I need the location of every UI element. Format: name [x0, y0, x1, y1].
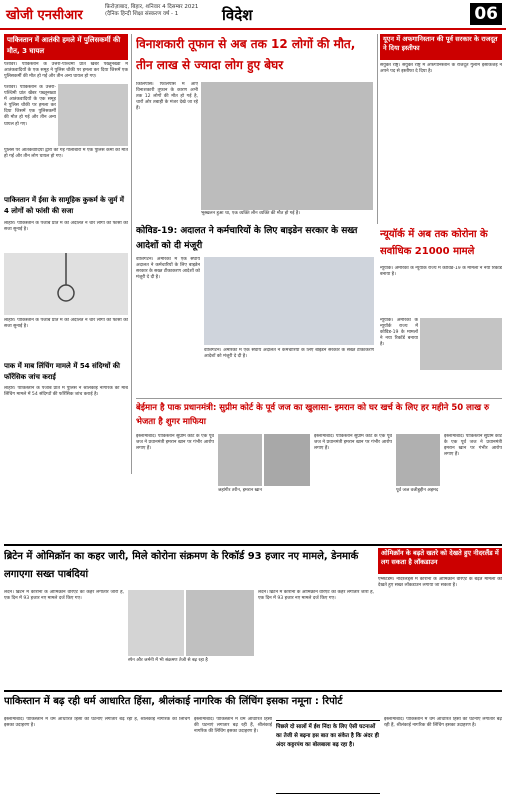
right1-body: संयुक्त राष्ट्र। संयुक्त राष्ट्र में अफगानिस्तान के राजदूत गुलाम इसाकजई ने अपने पद से इस्तीफा दे दिया है।: [380, 63, 502, 75]
column-divider-2: [377, 34, 378, 224]
left2-body: लाहौर। पाकिस्तान के पंजाब प्रांत में की अदालत ने चार लोगों को फांसी की सजा सुनाई है।: [4, 221, 128, 233]
police-photo: [58, 84, 128, 146]
main-body: किलिपींस। फिलिपींस में आए विनाशकारी तूफान के कारण अभी तक 12 लोगों की मौत हो गई है, चारों ओर तबाही के मंजर देखे जा रहे हैं।: [136, 82, 198, 112]
testing-photo: [128, 590, 184, 656]
row-divider-3: [4, 690, 502, 692]
covid-headline[interactable]: कोविड-19: अदालत ने कर्मचारियों के लिए बाइडेन सरकार के सख्त आदेशों को दी मंजूरी: [136, 226, 358, 251]
right1-headline[interactable]: यूएन में अफगानिस्तान की पूर्व सरकार के राजदूत ने दिया इस्तीफा: [380, 34, 502, 60]
masthead: [0, 0, 506, 30]
edition-text: (दैनिक हिन्दी शिक्षा संस्करण वर्ष - 1: [105, 11, 179, 17]
covid-body: वाशिंगटन। अमेरिका में एक संघीय अदालत ने कर्मचारियों के लिए बाइडेन सरकार के सख्त टीकाकरण आदेशों को मंजूरी दे दी है।: [136, 257, 200, 281]
omicron-headline[interactable]: ओमिक्रॉन के बढ़ते खतरे को देखते हुए नीदरलैंड में लग सकता है लॉकडाउन: [378, 548, 502, 574]
imran-body: इस्लामाबाद। पाकिस्तान सुप्रीम कोर्ट के एक पूर्व जज ने प्रधानमंत्री इमरान खान पर गंभीर आरोप लगाए हैं।: [136, 434, 214, 452]
noose-icon: [4, 253, 128, 315]
left3-headline[interactable]: पाक में माब लिंचिंग मामले में 54 संदिग्धों की फॉरेंसिक जांच कराई: [4, 362, 120, 381]
imran-caption: जहांगीर तरीन, इमरान खान: [218, 488, 262, 493]
newyork-body-cont: न्यूयॉर्क। अमेरिका के न्यूयॉर्क राज्य में कोविड-19 के मामलों ने नया रिकॉर्ड बनाया है।: [380, 318, 418, 348]
newyork-photo: [420, 318, 502, 370]
left2-headline[interactable]: पाकिस्तान में ईसा के सामूहिक कुकर्म के जुर्म में 4 लोगों को फांसी की सजा: [4, 196, 124, 215]
pakistan-sl-body-2: इस्लामाबाद। पाकिस्तान में धर्म आधारित हिंसा की घटनाएं लगातार बढ़ रही हैं, श्रीलंकाई नागरिक की लिंचिंग इसका उदाहरण है।: [194, 717, 272, 735]
pakistan-sl-body-3: इस्लामाबाद। पाकिस्तान में धर्म आधारित हिंसा की घटनाएं लगातार बढ़ रही हैं, श्रीलंकाई नागरिक की लिंचिंग इसका उदाहरण है।: [384, 717, 502, 729]
omicron-body: एम्सटर्डम। नीदरलैंड्स में कोरोना के ओमिक्रॉन वैरिएंट के बढ़ते मामलों को देखते हुए सख्त लॉकडाउन लगाया जा सकता है।: [378, 577, 502, 589]
noose-photo: [4, 253, 128, 315]
main-caption: भूस्खलन हुआ था, एक व्यक्ति लीन व्यक्ति की मौत हो गई है।: [201, 211, 300, 216]
main-headline[interactable]: विनाशकारी तूफान से अब तक 12 लोगों की मौत, तीन लाख से ज्यादा लोग हुए बेघर: [136, 37, 356, 72]
tareen-photo: [218, 434, 262, 486]
brand-logo: खोजी एनसीआर: [6, 8, 83, 23]
page-number: 06: [470, 3, 502, 25]
column-divider: [131, 34, 132, 474]
left1-headline[interactable]: पाकिस्तान में आतंकी हमले में पुलिसकर्मी की मौत, 3 घायल: [4, 34, 128, 60]
section-title: विदेश: [222, 6, 253, 24]
imran-headline[interactable]: बेईमान है पाक प्रधानमंत्री: सुप्रीम कोर्ट के पूर्व जज का खुलासा- इमरान को घर खर्च के लिए हर महीने 50 लाख रु भेजता है शुगर माफिया: [136, 403, 490, 427]
newyork-headline[interactable]: न्यूयॉर्क में अब तक कोरोना के सर्वाधिक 21000 मामले: [380, 229, 488, 257]
street-photo: [186, 590, 254, 656]
britain-headline[interactable]: ब्रिटेन में ओमिक्रॉन का कहर जारी, मिले कोरोना संक्रमण के रिकॉर्ड 93 हजार नए मामले, डेनमार्क लगाएगा सख्त पाबंदियां: [4, 551, 359, 580]
judge-caption: पूर्व जज वजीहुद्दीन अहमद: [396, 488, 439, 493]
britain-body: लंदन। ब्रिटेन में कोरोना के ओमिक्रॉन वैरिएंट का कहर लगातार जारी है, एक दिन में 93 हजार नए मामले दर्ज किए गए।: [4, 590, 124, 602]
pakistan-sl-body: इस्लामाबाद। पाकिस्तान में धर्म आधारित हिंसा की घटनाएं लगातार बढ़ रही हैं, श्रीलंकाई नागरिक की लिंचिंग इसका उदाहरण है।: [4, 717, 190, 729]
date-text: फ़िरोज़ाबाद, बिहार, शनिवार 4 दिसम्बर 2021: [105, 4, 199, 10]
left1-caption: पुलिस पर आतंकवादियों द्वारा की गई गोलीबारी में एक पुलिस कर्मी की मौत हो गई और तीन लोग घायल हो गए।: [4, 148, 128, 160]
newyork-body: न्यूयॉर्क। अमेरिका के न्यूयॉर्क राज्य में कोविड-19 के मामलों ने नया रिकॉर्ड बनाया है।: [380, 266, 502, 278]
pull-quote: पिछले दो सालों में ईश निंदा के लिए ऐसी घटनाओं का तेजी से बढ़ना इस बात का संकेत है कि अंदर ही अंदर कट्टरपंथ का बोलबाला बढ़ रहा है।: [276, 720, 380, 794]
judge-photo: [396, 434, 440, 486]
dateline: [105, 4, 198, 18]
imran-photo: [264, 434, 310, 486]
britain-body-2: लंदन। ब्रिटेन में कोरोना के ओमिक्रॉन वैरिएंट का कहर लगातार जारी है, एक दिन में 93 हजार नए मामले दर्ज किए गए।: [258, 590, 374, 602]
row-divider-2: [4, 544, 502, 546]
left2-body-cont: लाहौर। पाकिस्तान के पंजाब प्रांत में की अदालत ने चार लोगों को फांसी की सजा सुनाई है।: [4, 318, 128, 330]
row-divider: [136, 398, 502, 399]
imran-body-2: इस्लामाबाद। पाकिस्तान सुप्रीम कोर्ट के एक पूर्व जज ने प्रधानमंत्री इमरान खान पर गंभीर आरोप लगाए हैं।: [314, 434, 392, 452]
left1-body: पेशावर। पाकिस्तान के उत्तरी-पश्चिमी प्रांत खैबर पख्तूनख्वा में आतंकवादियों के एक समूह ने पुलिस चौकी पर हमला कर दिया जिसमें एक पुलिसकर्मी की मौत हो गई और तीन अन्य घायल हो गए।: [4, 62, 128, 80]
pakistan-sl-headline[interactable]: पाकिस्तान में बढ़ रही धर्म आधारित हिंसा, श्रीलंकाई नागरिक की लिंचिंग इसका नमूना : रिपोर्ट: [4, 696, 343, 707]
covid-body-cont: वाशिंगटन। अमेरिका में एक संघीय अदालत ने कर्मचारियों के लिए बाइडेन सरकार के सख्त टीकाकरण आदेशों को मंजूरी दे दी है।: [204, 348, 374, 360]
biden-photo: [204, 257, 374, 345]
imran-body-3: इस्लामाबाद। पाकिस्तान सुप्रीम कोर्ट के एक पूर्व जज ने प्रधानमंत्री इमरान खान पर गंभीर आरोप लगाए हैं।: [444, 434, 502, 458]
storm-photo: [201, 82, 373, 210]
left3-body: लाहौर। पाकिस्तान के पंजाब प्रांत में पुलिस ने श्रीलंकाई नागरिक की माब लिंचिंग मामले में 54 संदिग्धों की फॉरेंसिक जांच कराई है।: [4, 386, 128, 398]
britain-caption: स्पेन और जर्मनी में भी संक्रमण तेजी से बढ़ रहा है: [128, 658, 208, 663]
left1-sidecol: पेशावर। पाकिस्तान के उत्तरी-पश्चिमी प्रांत खैबर पख्तूनख्वा में आतंकवादियों के एक समूह ने पुलिस चौकी पर हमला कर दिया जिसमें एक पुलिसकर्मी की मौत हो गई और तीन अन्य घायल हो गए।: [4, 85, 56, 127]
